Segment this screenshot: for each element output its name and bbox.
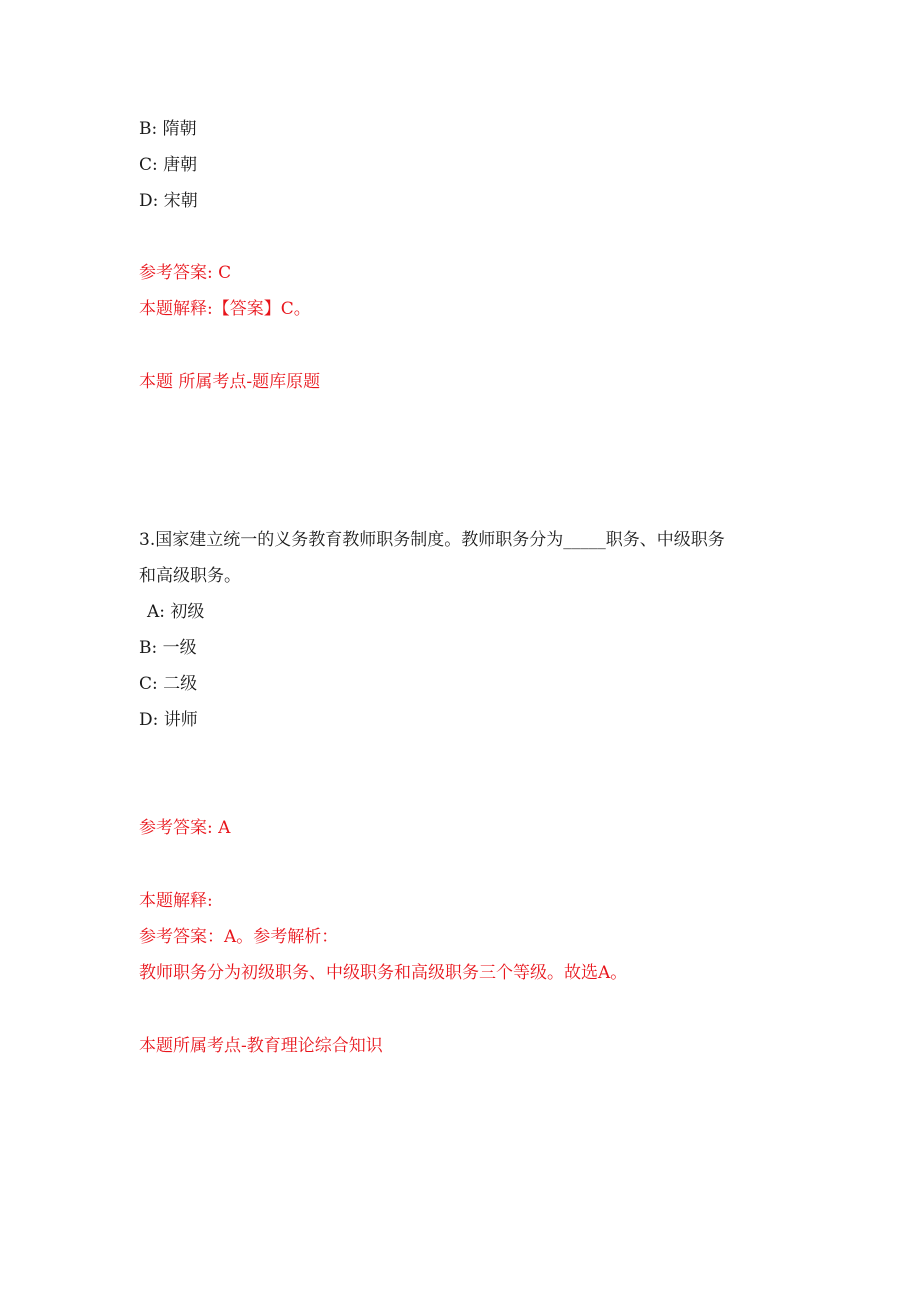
q3-answer: 参考答案: A [139, 818, 231, 838]
q3-explanation-label: 本题解释: [139, 891, 213, 911]
q3-stem-line1: 3.国家建立统一的义务教育教师职务制度。教师职务分为_____职务、中级职务 [139, 530, 725, 550]
q3-option-d: D: 讲师 [139, 710, 198, 730]
q3-topic: 本题所属考点-教育理论综合知识 [139, 1036, 383, 1056]
q3-explanation-line2: 教师职务分为初级职务、中级职务和高级职务三个等级。故选A。 [139, 963, 628, 983]
q2-topic: 本题 所属考点-题库原题 [139, 372, 321, 392]
q3-option-c: C: 二级 [139, 674, 198, 694]
q3-option-a: A: 初级 [147, 602, 205, 622]
q2-option-d: D: 宋朝 [139, 191, 198, 211]
q2-option-b: B: 隋朝 [139, 119, 197, 139]
q3-stem-line2: 和高级职务。 [139, 566, 241, 586]
q3-explanation-line1: 参考答案：A。参考解析： [139, 927, 339, 947]
q2-answer: 参考答案: C [139, 263, 232, 283]
q2-option-c: C: 唐朝 [139, 155, 198, 175]
q2-explanation: 本题解释:【答案】C。 [139, 299, 311, 319]
q3-option-b: B: 一级 [139, 638, 197, 658]
